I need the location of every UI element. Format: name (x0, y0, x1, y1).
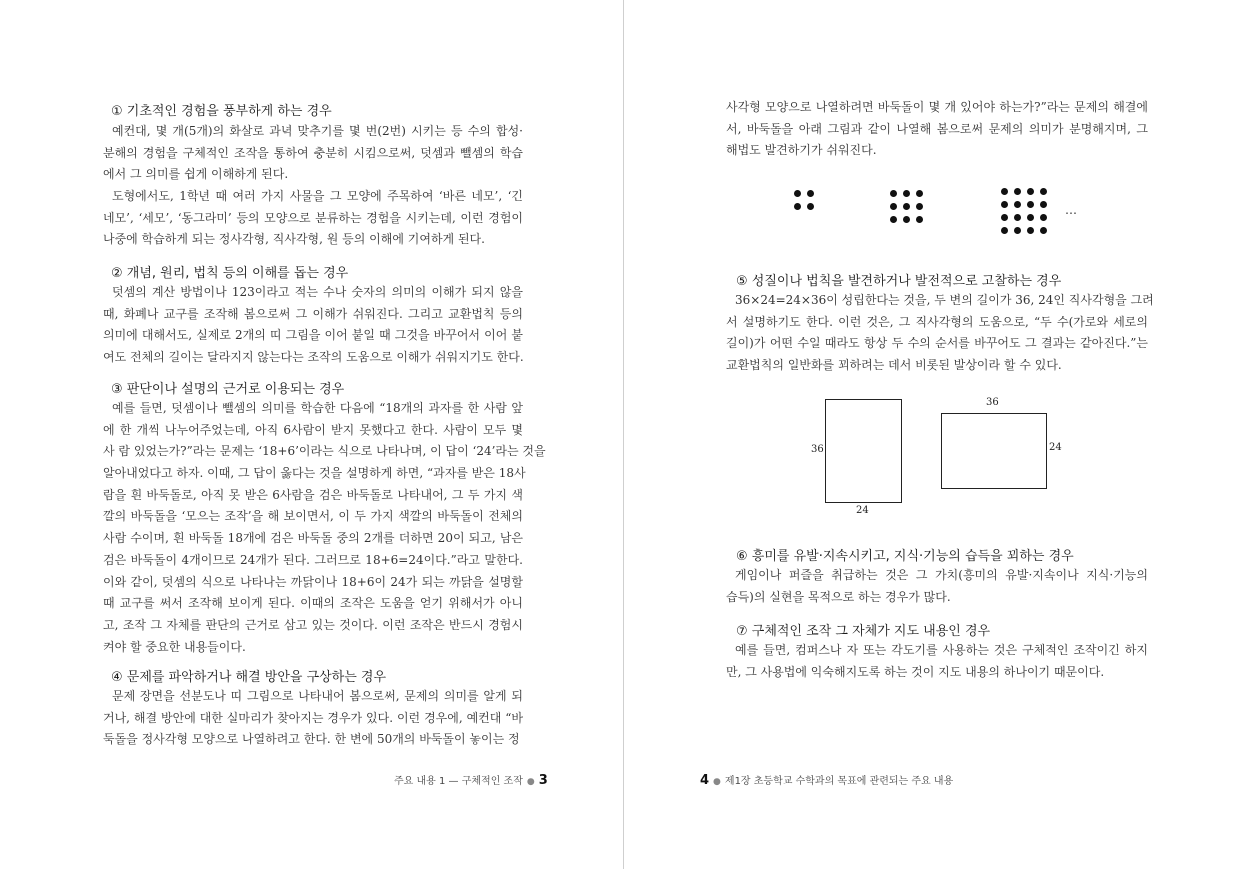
go-stone-dot (890, 203, 897, 210)
dot-grid-3x3 (890, 190, 923, 223)
text-line: 검은 바둑돌이 4개이므로 24개가 된다. 그러므로 18+6=24이다.”라고 말한다. (103, 552, 523, 567)
text-line: 만, 그 사용법에 익숙해지도록 하는 것이 지도 내용의 하나이기 때문이다. (726, 664, 1105, 679)
paragraph (103, 398, 546, 658)
dimension-label: 36 (986, 397, 999, 408)
right-page (624, 0, 1248, 869)
go-stone-dot (1040, 214, 1047, 221)
go-stone-dot (916, 203, 923, 210)
go-stone-dot (903, 203, 910, 210)
paragraph (103, 686, 523, 751)
rectangle-horizontal (941, 413, 1047, 489)
text-line: 람을 흰 바둑돌로, 아직 못 받은 6사람을 검은 바둑돌로 나타내어, 그 두 가지 색 (103, 487, 523, 502)
section-heading-6: ⑥ 흥미를 유발·지속시키고, 지식·기능의 습득을 꾀하는 경우 (736, 549, 1074, 564)
text-line: 문제 장면을 선분도나 띠 그림으로 나타내어 봄으로써, 문제의 의미를 알게 되 (112, 689, 523, 703)
section-heading-2: ② 개념, 원리, 법칙 등의 이해를 돕는 경우 (111, 266, 349, 281)
go-stone-dot (890, 216, 897, 223)
text-line: 깔의 바둑돌을 ‘모으는 조작’을 해 보이면서, 이 두 가지 색깔의 바둑돌이 전체의 (103, 509, 523, 524)
text-line: 길이)가 어떤 수일 때라도 항상 두 수의 순서를 바꾸어도 그 결과는 같아진다.”는 (726, 336, 1148, 351)
paragraph (103, 121, 523, 186)
go-stone-dot (794, 203, 801, 210)
paragraph (726, 97, 1148, 162)
text-line: 예컨대, 몇 개(5개)의 화살로 과녁 맞추기를 몇 번(2번) 시키는 등 수의 합성· (112, 124, 523, 138)
rectangle-vertical (825, 399, 902, 503)
text-line: 여도 전체의 길이는 달라지지 않는다는 조작의 도움으로 이해가 쉬워지기도 한다. (103, 350, 524, 365)
page-footer (394, 772, 548, 788)
go-stone-dot (1040, 201, 1047, 208)
text-line: 분해의 경험을 구체적인 조작을 통하여 충분히 시킴으로써, 덧셈과 뺄셈의 학습 (103, 145, 523, 160)
text-line: 습득)의 실현을 목적으로 하는 경우가 많다. (726, 589, 951, 604)
text-line: 서 설명하기도 한다. 이런 것은, 그 직사각형의 도움으로, “두 수(가로와 세로의 (726, 314, 1148, 329)
go-stone-dot (1027, 227, 1034, 234)
dot-grid-2x2 (794, 190, 814, 210)
go-stone-dot (1014, 214, 1021, 221)
go-stone-dot (903, 190, 910, 197)
go-stone-dot (903, 216, 910, 223)
go-stone-dot (916, 216, 923, 223)
section-heading-4: ④ 문제를 파악하거나 해결 방안을 구상하는 경우 (111, 670, 387, 685)
text-line: 네모’, ‘세모’, ‘동그라미’ 등의 모양으로 분류하는 경험을 시키는데, 이런 경험이 (103, 210, 523, 225)
go-stone-dot (1027, 188, 1034, 195)
go-stone-dot (890, 190, 897, 197)
go-stone-dot (1027, 201, 1034, 208)
dimension-label: 24 (856, 505, 869, 516)
go-stone-dot (1014, 201, 1021, 208)
text-line: 덧셈의 계산 방법이나 123이라고 적는 수나 숫자의 의미의 이해가 되지 않을 (112, 285, 523, 299)
bullet-icon: ● (526, 777, 535, 787)
text-line: 사각형 모양으로 나열하려면 바둑돌이 몇 개 있어야 하는가?”라는 문제의 해결에 (726, 100, 1148, 114)
section-heading-3: ③ 판단이나 설명의 근거로 이용되는 경우 (111, 382, 345, 397)
go-stone-dot (1014, 227, 1021, 234)
text-line: 거나, 해결 방안에 대한 실마리가 찾아지는 경우가 있다. 이런 경우에, 예컨대 “바 (103, 710, 523, 725)
go-stone-dot (794, 190, 801, 197)
text-line: 고, 조작 그 자체를 판단의 근거로 삼고 있는 것이다. 이런 조작은 반드시 경험시 (103, 617, 523, 632)
go-stone-dot (1001, 201, 1008, 208)
text-line: 둑돌을 정사각형 모양으로 나열하려고 한다. 한 변에 50개의 바둑돌이 놓이는 정 (103, 732, 520, 747)
go-stone-dot (1040, 188, 1047, 195)
section-heading-5: ⑤ 성질이나 법칙을 발견하거나 발전적으로 고찰하는 경우 (736, 274, 1062, 289)
text-line: 이와 같이, 덧셈의 식으로 나타나는 까닭이나 18+6이 24가 되는 까닭을 설명할 (103, 574, 523, 589)
page-number: 3 (538, 773, 548, 788)
dimension-label: 36 (811, 444, 824, 455)
text-line: 예를 들면, 컴퍼스나 자 또는 각도기를 사용하는 것은 구체적인 조작이긴 하지 (735, 643, 1148, 657)
text-line: 해법도 발견하기가 쉬워진다. (726, 143, 877, 158)
dimension-label: 24 (1049, 442, 1062, 453)
text-line: 나중에 학습하게 되는 정사각형, 직사각형, 원 등의 이해에 기여하게 된다. (103, 232, 485, 247)
text-line: 켜야 할 중요한 내용들이다. (103, 639, 246, 654)
section-heading-1: ① 기초적인 경험을 풍부하게 하는 경우 (111, 104, 332, 119)
running-header: 제1장 초등학교 수학과의 목표에 관련되는 주요 내용 (724, 776, 954, 787)
dot-grid-4x4 (1001, 188, 1047, 234)
ellipsis-mark: … (1065, 203, 1077, 217)
running-header: 주요 내용 1 — 구체적인 조작 (394, 776, 523, 787)
text-line: 알아내었다고 하자. 이때, 그 답이 옳다는 것을 설명하게 하면, “과자를 받은 18사 (103, 466, 526, 481)
go-stone-dot (1001, 188, 1008, 195)
text-line: 36×24=24×36이 성립한다는 것을, 두 변의 길이가 36, 24인 직사각형을 그려 (735, 293, 1154, 307)
text-line: 사람 수이며, 흰 바둑돌 18개에 검은 바둑돌 중의 2개를 더하면 20이 되고, 남은 (103, 531, 523, 546)
go-stone-dot (1027, 214, 1034, 221)
text-line: 서, 바둑돌을 아래 그림과 같이 나열해 봄으로써 문제의 의미가 분명해지며, 그 (726, 121, 1148, 136)
text-line: 게임이나 퍼즐을 취급하는 것은 그 가치(흥미의 유발·지속이나 지식·기능의 (735, 568, 1148, 582)
go-stone-dot (1001, 227, 1008, 234)
text-line: 도형에서도, 1학년 때 여러 가지 사물을 그 모양에 주목하여 ‘바른 네모’, ‘긴 (112, 189, 523, 203)
go-stone-dot (807, 190, 814, 197)
left-page (0, 0, 623, 869)
text-line: 에 한 개씩 나누어주었는데, 아직 6사람이 받지 못했다고 한다. 사람이 모두 몇 (103, 422, 523, 437)
section-heading-7: ⑦ 구체적인 조작 그 자체가 지도 내용인 경우 (736, 624, 991, 639)
text-line: 의미에 대해서도, 실제로 2개의 띠 그림을 이어 붙일 때 그것을 바꾸어서 이어 붙 (103, 328, 523, 343)
paragraph (726, 640, 1148, 683)
page-footer (700, 772, 953, 788)
text-line: 때, 화폐나 교구를 조작해 봄으로써 그 이해가 쉬워진다. 그리고 교환법칙 등의 (103, 306, 523, 321)
page-number: 4 (700, 773, 710, 788)
paragraph (103, 186, 523, 251)
go-stone-dot (807, 203, 814, 210)
paragraph (726, 565, 1148, 608)
text-line: 때 교구를 써서 조작해 보이게 된다. 이때의 조작은 도움을 얻기 위해서가 아니 (103, 596, 523, 611)
text-line: 사 람 있었는가?”라는 문제는 ‘18+6’이라는 식으로 나타나며, 이 답이 ‘24’라는 것을 (103, 444, 546, 459)
paragraph (726, 290, 1154, 377)
text-line: 예를 들면, 덧셈이나 뺄셈의 의미를 학습한 다음에 “18개의 과자를 한 사람 앞 (112, 401, 523, 415)
go-stone-dot (916, 190, 923, 197)
go-stone-dot (1040, 227, 1047, 234)
bullet-icon: ● (713, 777, 721, 787)
paragraph (103, 282, 523, 369)
go-stone-dot (1001, 214, 1008, 221)
text-line: 교환법칙의 일반화를 꾀하려는 데서 비롯된 발상이라 할 수 있다. (726, 358, 1062, 373)
go-stone-dot (1014, 188, 1021, 195)
text-line: 에서 그 의미를 쉽게 이해하게 된다. (103, 167, 289, 182)
